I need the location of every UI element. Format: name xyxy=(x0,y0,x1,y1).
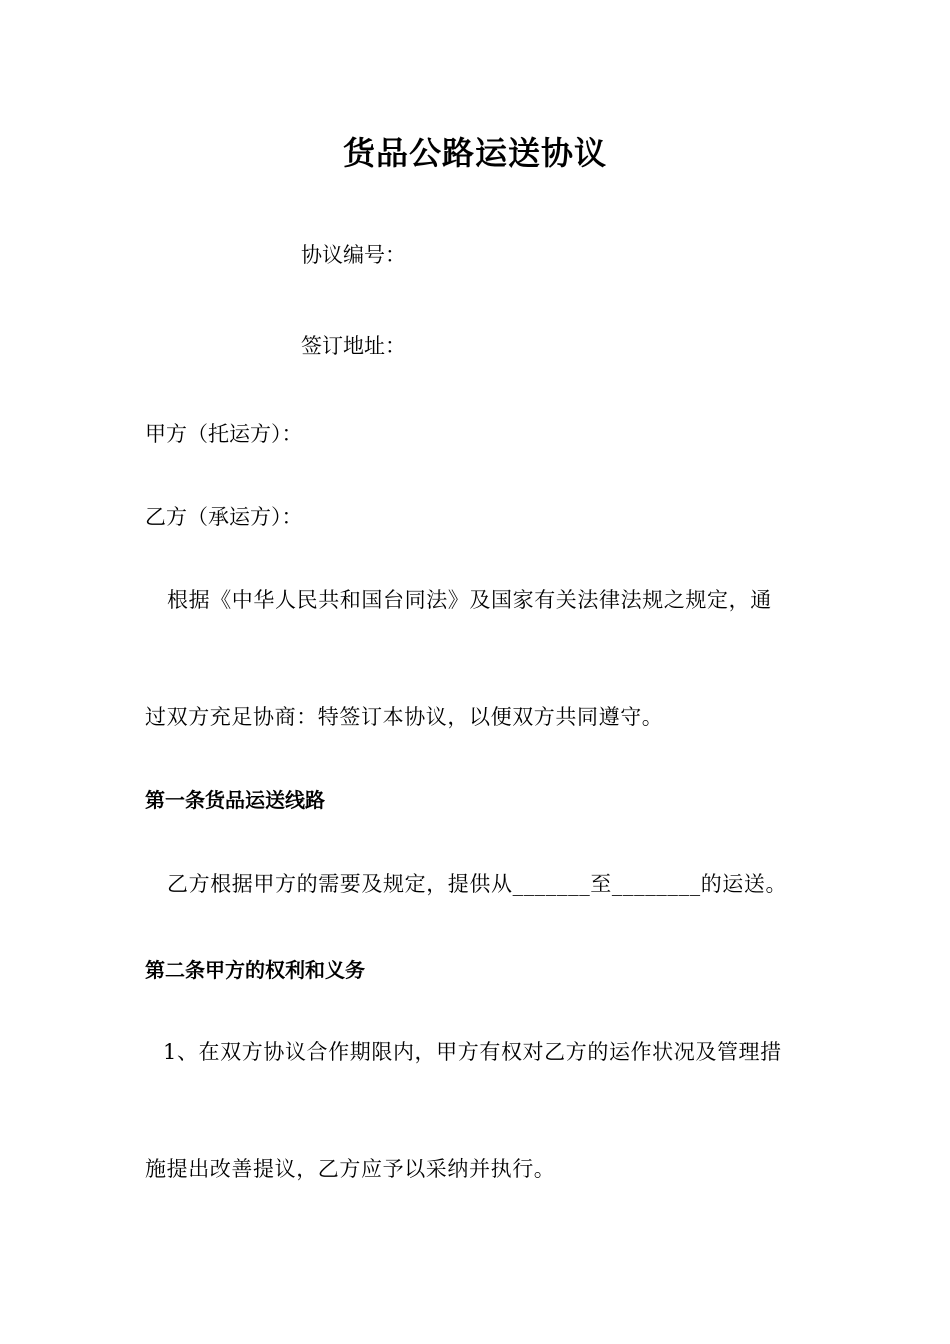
article-2-item-1-line-1: 1、在双方协议合作期限内，甲方有权对乙方的运作状况及管理措 xyxy=(163,1040,782,1064)
party-b-label: 乙方（承运方）： xyxy=(145,505,303,529)
article-2-heading: 第二条甲方的权利和义务 xyxy=(145,958,365,982)
article-1-heading: 第一条货品运送线路 xyxy=(145,788,325,812)
signing-address-label: 签订地址： xyxy=(301,334,406,358)
agreement-number-label: 协议编号： xyxy=(301,243,406,267)
article-2-item-1-line-2: 施提出改善提议，乙方应予以采纳并执行。 xyxy=(145,1157,556,1181)
article-1-text: 乙方根据甲方的需要及规定，提供从_______至________的运送。 xyxy=(167,872,788,896)
party-a-label: 甲方（托运方）： xyxy=(145,422,303,446)
document-title: 货品公路运送协议 xyxy=(342,134,607,172)
preamble-line-2: 过双方充足协商：特签订本协议，以便双方共同遵守。 xyxy=(145,705,664,729)
preamble-line-1: 根据《中华人民共和国台同法》及国家有关法律法规之规定，通 xyxy=(167,588,772,612)
